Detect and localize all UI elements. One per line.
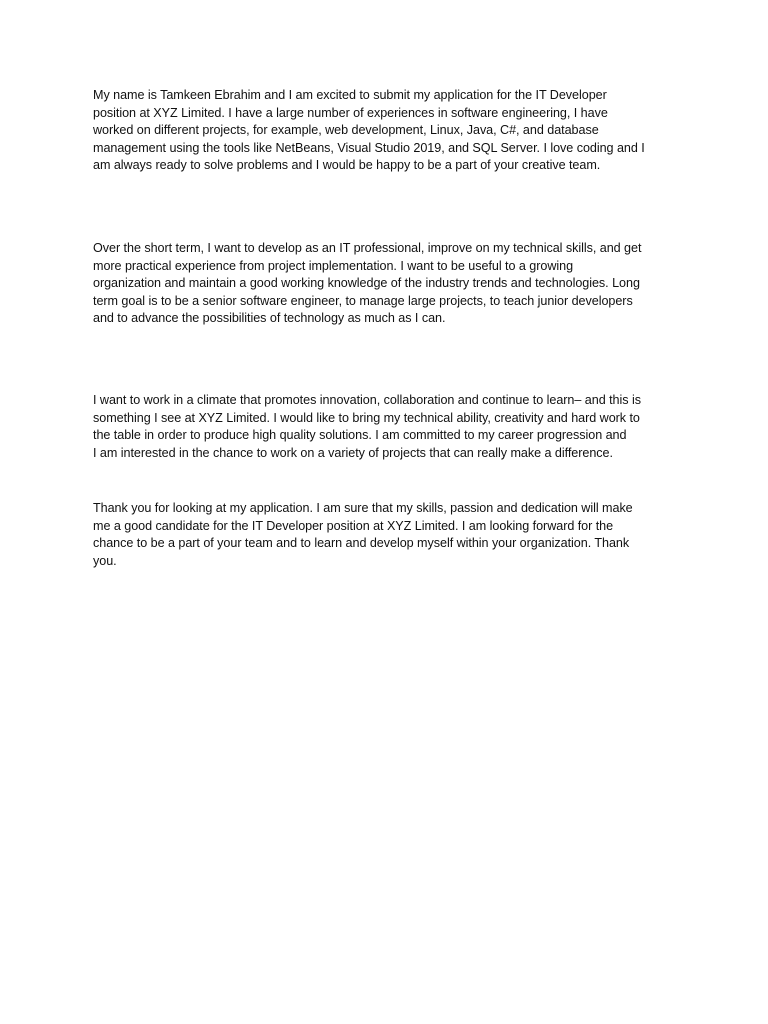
paragraph-goals	[93, 240, 683, 328]
text-line: worked on different projects, for example, web development, Linux, Java, C#, and database	[93, 123, 599, 138]
text-line: management using the tools like NetBeans, Visual Studio 2019, and SQL Server. I love coding and I	[93, 140, 645, 155]
text-line: organization and maintain a good working knowledge of the industry trends and technologies. Long	[93, 276, 640, 291]
text-line: position at XYZ Limited. I have a large number of experiences in software engineering, I have	[93, 105, 608, 120]
text-line: term goal is to be a senior software engineer, to manage large projects, to teach junior developers	[93, 293, 633, 308]
text-line: chance to be a part of your team and to learn and develop myself within your organization. Thank	[93, 536, 630, 551]
text-line: you.	[93, 553, 117, 568]
text-line: I want to work in a climate that promotes innovation, collaboration and continue to learn– and this is	[93, 393, 641, 407]
text-line: My name is Tamkeen Ebrahim and I am excited to submit my application for the IT Developer	[93, 88, 607, 102]
paragraph-closing	[93, 500, 683, 570]
text-line: me a good candidate for the IT Developer position at XYZ Limited. I am looking forward for the	[93, 518, 614, 533]
text-line: the table in order to produce high quality solutions. I am committed to my career progression and	[93, 428, 627, 443]
paragraph-introduction	[93, 87, 683, 175]
text-line: something I see at XYZ Limited. I would like to bring my technical ability, creativity and hard work to	[93, 410, 640, 425]
paragraph-motivation	[93, 392, 683, 462]
text-line: Over the short term, I want to develop as an IT professional, improve on my technical skills, and get	[93, 241, 642, 255]
text-line: am always ready to solve problems and I would be happy to be a part of your creative team.	[93, 158, 601, 173]
text-line: and to advance the possibilities of technology as much as I can.	[93, 311, 446, 326]
text-line: more practical experience from project implementation. I want to be useful to a growing	[93, 258, 574, 273]
text-line: Thank you for looking at my application. I am sure that my skills, passion and dedication will make	[93, 501, 633, 515]
text-line: I am interested in the chance to work on a variety of projects that can really make a difference.	[93, 445, 613, 460]
